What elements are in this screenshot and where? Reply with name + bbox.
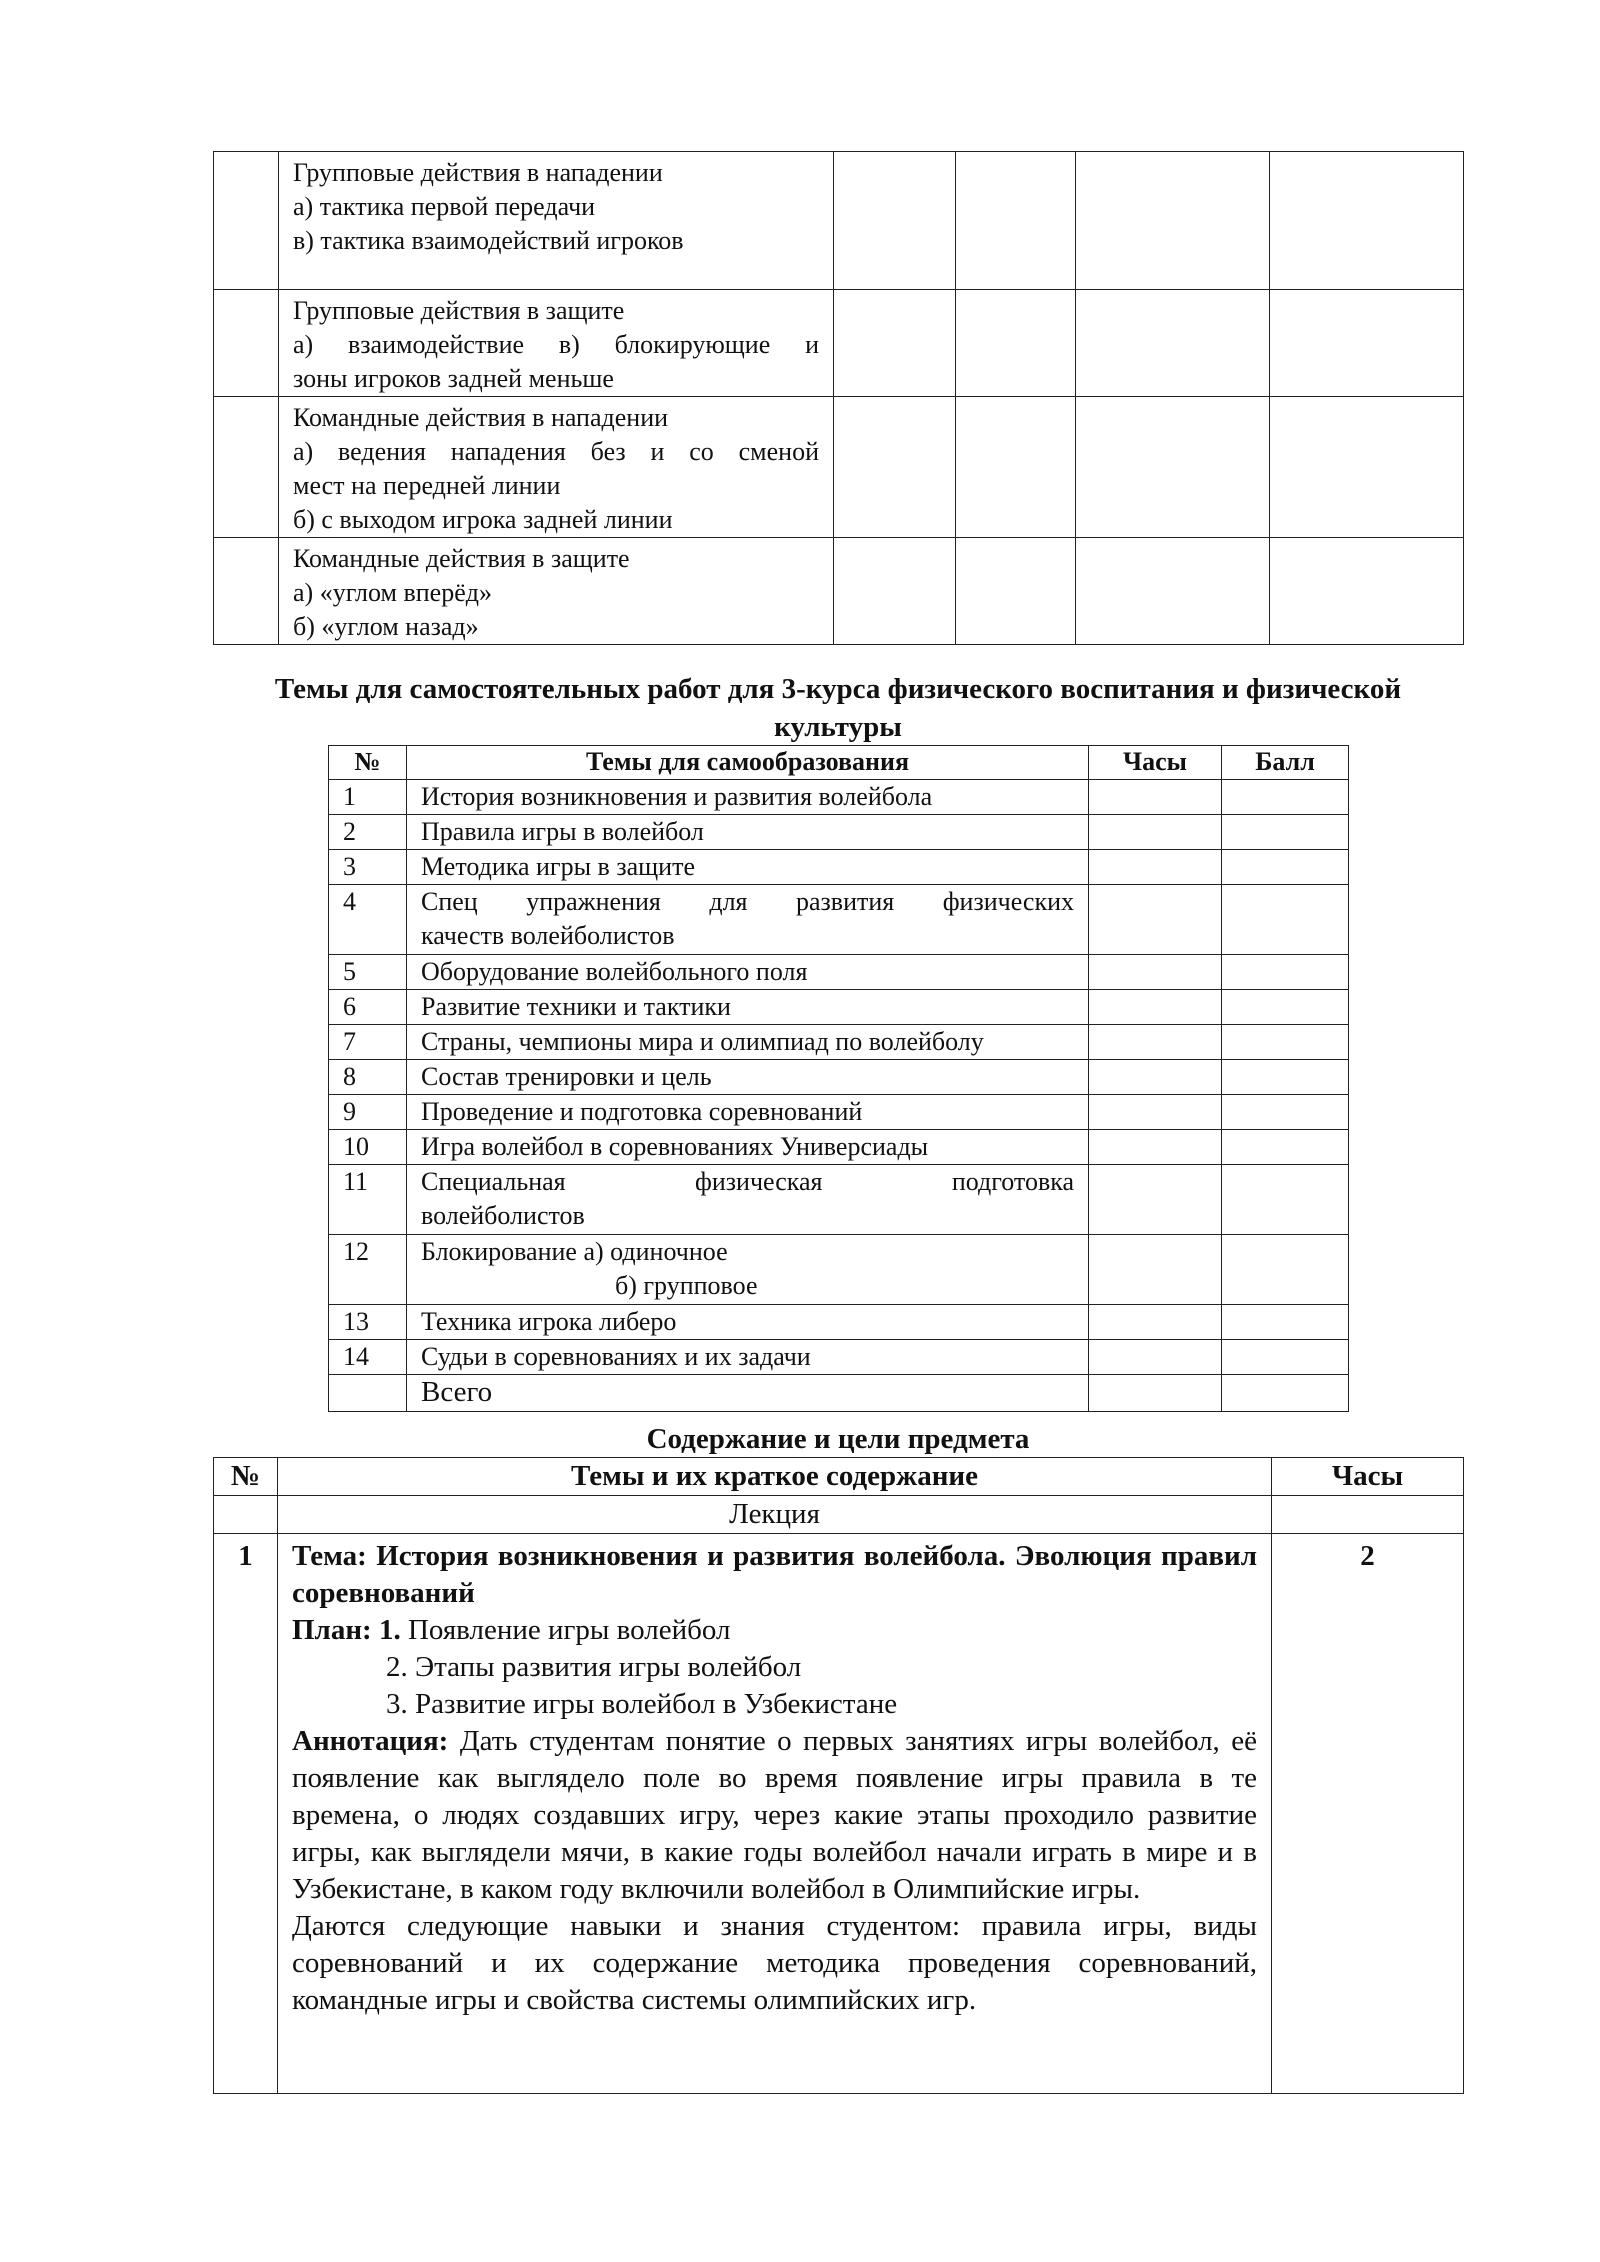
column-header-topic: Темы и их краткое содержание	[278, 1458, 1272, 1496]
column-header-hours: Часы	[1272, 1458, 1464, 1496]
table-row	[214, 1534, 1464, 2094]
table-row	[329, 885, 1349, 955]
skills-paragraph: Даются следующие навыки и знания студентом: правила игры, виды соревнований и их содержание методика проведения соревнований, командные игры и свойства системы олимпийских игр.	[292, 1910, 1257, 2016]
topic-line: Страны, чемпионы мира и олимпиад по волейболу	[421, 1027, 984, 1056]
score-cell	[1222, 850, 1349, 885]
topic-cell	[407, 1340, 1089, 1375]
section-label: Лекция	[278, 1496, 1272, 1534]
topic-cell	[407, 1130, 1089, 1165]
row-number-cell	[214, 152, 279, 290]
hours-cell	[1089, 850, 1222, 885]
course-content-table	[213, 1457, 1464, 2094]
topic-line: в) тактика взаимодействий игроков	[293, 226, 684, 255]
topic-line: а) ведения нападения без и со сменой	[293, 437, 819, 466]
row-number	[329, 1375, 407, 1412]
topic-cell	[279, 538, 834, 645]
empty-cell	[834, 152, 956, 290]
table-row	[329, 815, 1349, 850]
hours-cell	[1089, 1165, 1222, 1235]
score-cell	[1222, 1025, 1349, 1060]
empty-cell	[1076, 397, 1270, 538]
row-number: 11	[329, 1165, 407, 1235]
table-row	[329, 1235, 1349, 1305]
topic-line: Спец упражнения для развития физических	[421, 887, 1074, 916]
row-number: 8	[329, 1060, 407, 1095]
content-goals-heading: Содержание и цели предмета	[646, 1423, 1030, 1455]
topic-cell	[407, 815, 1089, 850]
score-cell	[1222, 815, 1349, 850]
topic-line: Групповые действия в нападении	[293, 158, 663, 187]
hours-cell	[1089, 1095, 1222, 1130]
empty-cell	[1076, 290, 1270, 397]
hours-cell	[1089, 1340, 1222, 1375]
table-row	[329, 850, 1349, 885]
topic-line: а) взаимодействие в) блокирующие и	[293, 330, 819, 359]
row-number: 9	[329, 1095, 407, 1130]
row-number-cell	[214, 397, 279, 538]
score-cell	[1222, 885, 1349, 955]
topic-line: б) групповое	[615, 1271, 758, 1300]
hours-cell	[1089, 1025, 1222, 1060]
score-cell	[1222, 990, 1349, 1025]
section-row	[214, 1496, 1464, 1534]
row-number: 7	[329, 1025, 407, 1060]
empty-cell	[1272, 1496, 1464, 1534]
table-header-row	[214, 1458, 1464, 1496]
row-number: 4	[329, 885, 407, 955]
row-number: 6	[329, 990, 407, 1025]
score-cell	[1222, 1130, 1349, 1165]
table-row	[214, 397, 1464, 538]
table-row	[329, 1165, 1349, 1235]
row-number-cell	[214, 538, 279, 645]
empty-cell	[1270, 397, 1464, 538]
table-row	[329, 1060, 1349, 1095]
topic-line: История возникновения и развития волейбола	[421, 782, 933, 811]
row-number: 1	[214, 1534, 278, 2094]
topic-cell	[407, 1165, 1089, 1235]
hours-cell	[1089, 1375, 1222, 1412]
column-header-number: №	[214, 1458, 278, 1496]
row-number: 2	[329, 815, 407, 850]
theme-paragraph	[292, 1538, 1257, 1612]
lecture-content-cell	[278, 1534, 1272, 2094]
score-cell	[1222, 955, 1349, 990]
score-cell	[1222, 1165, 1349, 1235]
hours-cell	[1089, 780, 1222, 815]
annotation-text: Дать студентам понятие о первых занятиях игры волейбол, её появление как выглядело поле во время появление игры правила в те времена, о людях создавших игру, через какие этапы проходило развитие игры, как выглядели мячи, в какие годы волейбол начали играть в мире и в Узбекистане, в каком году включили волейбол в Олимпийские игры.	[292, 1725, 1257, 1905]
row-number: 10	[329, 1130, 407, 1165]
plan-item: Появление игры волейбол	[407, 1614, 731, 1646]
hours-cell	[1089, 815, 1222, 850]
empty-cell	[956, 538, 1076, 645]
table-row	[329, 780, 1349, 815]
topic-cell	[279, 152, 834, 290]
topic-line: зоны игроков задней меньше	[293, 364, 614, 393]
annotation-label: Аннотация:	[292, 1725, 449, 1757]
topic-line: Командные действия в нападении	[293, 403, 669, 432]
empty-cell	[1076, 152, 1270, 290]
score-cell	[1222, 1340, 1349, 1375]
topic-line: Командные действия в защите	[293, 544, 630, 573]
table-row	[214, 538, 1464, 645]
hours-cell	[1089, 1305, 1222, 1340]
column-header-number: №	[329, 746, 407, 780]
empty-cell	[214, 1496, 278, 1534]
score-cell	[1222, 1305, 1349, 1340]
hours-cell	[1089, 1130, 1222, 1165]
total-row	[329, 1375, 1349, 1412]
row-number-cell	[214, 290, 279, 397]
plan-line	[292, 1612, 1257, 1649]
row-number: 13	[329, 1305, 407, 1340]
empty-cell	[1076, 538, 1270, 645]
table-row	[214, 290, 1464, 397]
self-study-heading: Темы для самостоятельных работ для 3-курса физического воспитания и физической культуры	[274, 673, 1402, 743]
empty-cell	[1270, 538, 1464, 645]
score-cell	[1222, 1375, 1349, 1412]
topic-cell	[407, 955, 1089, 990]
table-row	[329, 1095, 1349, 1130]
topic-line: Проведение и подготовка соревнований	[421, 1097, 863, 1126]
plan-item: 2. Этапы развития игры волейбол	[386, 1651, 802, 1683]
score-cell	[1222, 1235, 1349, 1305]
topic-cell	[407, 1305, 1089, 1340]
row-number: 3	[329, 850, 407, 885]
topic-cell	[407, 850, 1089, 885]
hours-cell	[1089, 1060, 1222, 1095]
table-row	[329, 990, 1349, 1025]
hours-value: 2	[1272, 1534, 1464, 2094]
plan-label: План: 1.	[292, 1614, 401, 1646]
topic-cell	[407, 1025, 1089, 1060]
topic-line: мест на передней линии	[293, 471, 561, 500]
table-row	[214, 152, 1464, 290]
topic-line: а) тактика первой передачи	[293, 192, 596, 221]
hours-cell	[1089, 1235, 1222, 1305]
topic-line: Судьи в соревнованиях и их задачи	[421, 1342, 811, 1371]
score-cell	[1222, 780, 1349, 815]
column-header-hours: Часы	[1089, 746, 1222, 780]
empty-cell	[834, 290, 956, 397]
topic-cell	[407, 780, 1089, 815]
hours-cell	[1089, 885, 1222, 955]
topic-cell	[407, 1095, 1089, 1130]
plan-item: 3. Развитие игры волейбол в Узбекистане	[386, 1688, 898, 1720]
table-row	[329, 955, 1349, 990]
total-label: Всего	[407, 1375, 1089, 1412]
column-header-score: Балл	[1222, 746, 1349, 780]
topic-line: Правила игры в волейбол	[421, 817, 704, 846]
row-number: 5	[329, 955, 407, 990]
topic-cell	[407, 990, 1089, 1025]
groups-actions-table	[213, 151, 1464, 645]
theme-text: История возникновения и развития волейбола. Эволюция правил соревнований	[292, 1540, 1257, 1609]
score-cell	[1222, 1060, 1349, 1095]
hours-cell	[1089, 955, 1222, 990]
empty-cell	[834, 397, 956, 538]
topic-cell	[279, 397, 834, 538]
column-header-topic: Темы для самообразования	[407, 746, 1089, 780]
topic-line: а) «углом вперёд»	[293, 578, 492, 607]
table-row	[329, 1340, 1349, 1375]
topic-cell	[279, 290, 834, 397]
topic-line: б) с выходом игрока задней линии	[293, 505, 673, 534]
topic-line: Оборудование волейбольного поля	[421, 957, 808, 986]
row-number: 14	[329, 1340, 407, 1375]
score-cell	[1222, 1095, 1349, 1130]
row-number: 12	[329, 1235, 407, 1305]
annotation-paragraph	[292, 1723, 1257, 1908]
topic-line: Методика игры в защите	[421, 852, 695, 881]
self-study-topics-table	[328, 745, 1349, 1412]
table-row	[329, 1025, 1349, 1060]
empty-cell	[1270, 290, 1464, 397]
theme-label: Тема:	[292, 1540, 367, 1572]
empty-cell	[834, 538, 956, 645]
empty-cell	[956, 152, 1076, 290]
topic-cell	[407, 1060, 1089, 1095]
topic-line: Состав тренировки и цель	[421, 1062, 712, 1091]
topic-cell	[407, 885, 1089, 955]
table-row	[329, 1130, 1349, 1165]
table-row	[329, 1305, 1349, 1340]
hours-cell	[1089, 990, 1222, 1025]
empty-cell	[1270, 152, 1464, 290]
topic-line: б) «углом назад»	[293, 612, 479, 641]
topic-line: Техника игрока либеро	[421, 1307, 677, 1336]
empty-cell	[956, 397, 1076, 538]
topic-line: Групповые действия в защите	[293, 296, 625, 325]
topic-line: Игра волейбол в соревнованиях Универсиады	[421, 1132, 929, 1161]
topic-line: волейболистов	[421, 1201, 585, 1230]
empty-cell	[956, 290, 1076, 397]
topic-line: Развитие техники и тактики	[421, 992, 731, 1021]
row-number: 1	[329, 780, 407, 815]
topic-cell	[407, 1235, 1089, 1305]
topic-line: качеств волейболистов	[421, 921, 675, 950]
topic-line: Специальная физическая подготовка	[421, 1167, 1074, 1196]
table-header-row	[329, 746, 1349, 780]
topic-line: Блокирование а) одиночное	[421, 1237, 728, 1266]
